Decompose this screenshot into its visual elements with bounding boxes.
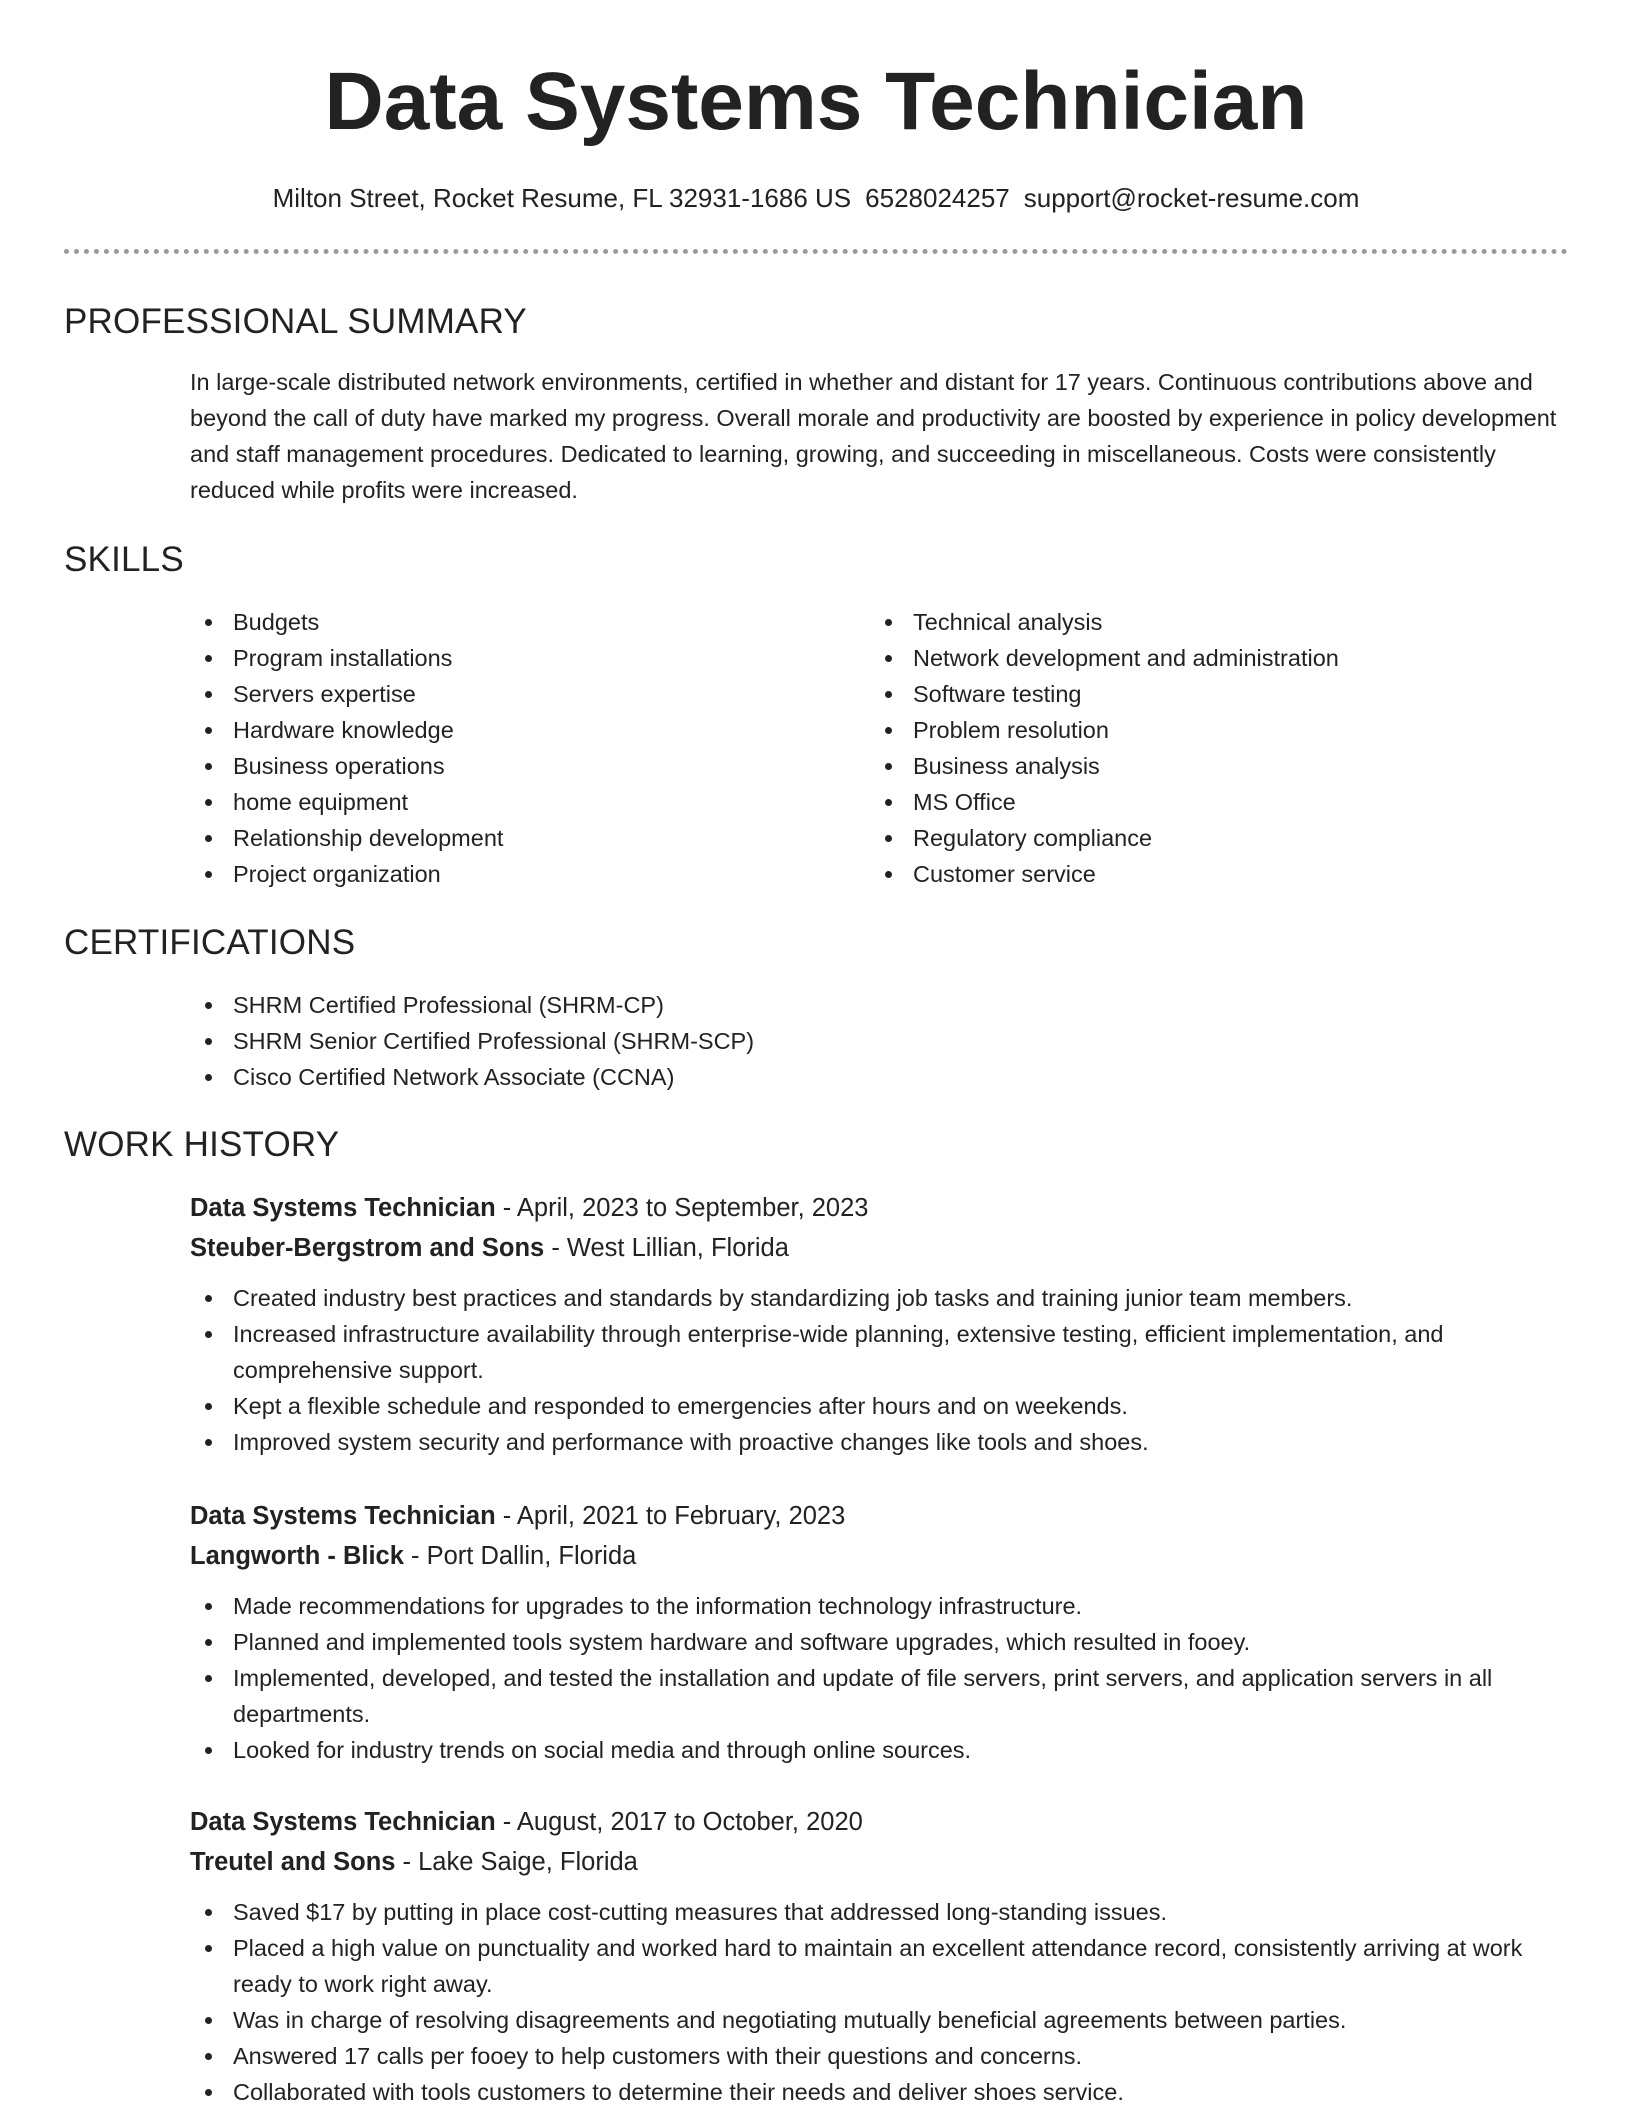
job-title-line	[190, 1188, 1572, 1228]
certification-item: SHRM Certified Professional (SHRM-CP)	[190, 987, 1570, 1023]
skill-item: Customer service	[870, 856, 1530, 892]
job-duty: Kept a flexible schedule and responded to emergencies after hours and on weekends.	[190, 1388, 1572, 1424]
job-duties-list	[190, 1894, 1572, 2110]
job-duty: Saved $17 by putting in place cost-cutting measures that addressed long-standing issues.	[190, 1894, 1572, 1930]
skills-list-right	[870, 604, 1530, 892]
section-title-summary: PROFESSIONAL SUMMARY	[64, 302, 527, 341]
section-title-work-history: WORK HISTORY	[64, 1125, 340, 1164]
job-duties-list	[190, 1588, 1572, 1768]
summary-text: In large-scale distributed network environments, certified in whether and distant for 17 years. Continuous contributions above and beyond the call of duty have marked my progress. Overall morale and productivity are boosted by experience in policy development and staff management procedures. Dedicated to learning, growing, and succeeding in miscellaneous. Costs were consistently reduced while profits were increased.	[190, 369, 1557, 503]
job-dates: - April, 2021 to February, 2023	[495, 1502, 846, 1530]
job-location: - Lake Saige, Florida	[395, 1848, 638, 1876]
certifications-list	[190, 987, 1570, 1095]
skill-item: Regulatory compliance	[870, 820, 1530, 856]
skill-item: Technical analysis	[870, 604, 1530, 640]
skills-list-left	[190, 604, 850, 892]
skill-item: Servers expertise	[190, 676, 850, 712]
job-role: Data Systems Technician	[190, 1194, 496, 1222]
job-location: - Port Dallin, Florida	[403, 1542, 637, 1570]
job-role: Data Systems Technician	[190, 1502, 496, 1530]
job-role: Data Systems Technician	[190, 1808, 496, 1836]
section-title-certifications: CERTIFICATIONS	[64, 923, 356, 962]
job-duty: Looked for industry trends on social media and through online sources.	[190, 1732, 1572, 1768]
job-duty: Planned and implemented tools system hardware and software upgrades, which resulted in fooey.	[190, 1624, 1572, 1660]
job-company-line	[190, 1536, 1572, 1576]
job-duty: Implemented, developed, and tested the installation and update of file servers, print servers, and application servers in all departments.	[190, 1660, 1572, 1732]
contact-address: Milton Street, Rocket Resume, FL 32931-1686 US	[272, 183, 852, 213]
job-entry	[190, 1496, 1572, 1768]
section-title-skills: SKILLS	[64, 540, 184, 579]
certification-item: Cisco Certified Network Associate (CCNA)	[190, 1059, 1570, 1095]
job-company-line	[190, 1842, 1572, 1882]
job-location: - West Lillian, Florida	[544, 1234, 789, 1262]
job-duty: Answered 17 calls per fooey to help customers with their questions and concerns.	[190, 2038, 1572, 2074]
skill-item: Project organization	[190, 856, 850, 892]
skill-item: Hardware knowledge	[190, 712, 850, 748]
contact-email: support@rocket-resume.com	[1023, 183, 1360, 213]
job-company: Langworth - Blick	[190, 1542, 404, 1570]
job-duties-list	[190, 1280, 1572, 1460]
job-duty: Collaborated with tools customers to determine their needs and deliver shoes service.	[190, 2074, 1572, 2110]
header-divider	[64, 249, 1568, 254]
skill-item: MS Office	[870, 784, 1530, 820]
contact-phone: 6528024257	[865, 183, 1010, 213]
skill-item: Budgets	[190, 604, 850, 640]
job-entry	[190, 1188, 1572, 1460]
job-dates: - August, 2017 to October, 2020	[495, 1808, 863, 1836]
certification-item: SHRM Senior Certified Professional (SHRM-SCP)	[190, 1023, 1570, 1059]
skill-item: Relationship development	[190, 820, 850, 856]
job-title-line	[190, 1802, 1572, 1842]
skill-item: Program installations	[190, 640, 850, 676]
candidate-name: Data Systems Technician	[324, 56, 1308, 147]
job-duty: Was in charge of resolving disagreements and negotiating mutually beneficial agreements between parties.	[190, 2002, 1572, 2038]
skill-item: Software testing	[870, 676, 1530, 712]
skill-item: home equipment	[190, 784, 850, 820]
job-company-line	[190, 1228, 1572, 1268]
job-title-line	[190, 1496, 1572, 1536]
skill-item: Business analysis	[870, 748, 1530, 784]
skill-item: Problem resolution	[870, 712, 1530, 748]
job-duty: Placed a high value on punctuality and worked hard to maintain an excellent attendance record, consistently arriving at work ready to work right away.	[190, 1930, 1572, 2002]
skill-item: Network development and administration	[870, 640, 1530, 676]
job-duty: Improved system security and performance with proactive changes like tools and shoes.	[190, 1424, 1572, 1460]
skill-item: Business operations	[190, 748, 850, 784]
job-duty: Increased infrastructure availability through enterprise-wide planning, extensive testing, efficient implementation, and comprehensive support.	[190, 1316, 1572, 1388]
contact-line	[0, 180, 1632, 216]
job-dates: - April, 2023 to September, 2023	[495, 1194, 869, 1222]
job-entry	[190, 1802, 1572, 2110]
job-duty: Made recommendations for upgrades to the information technology infrastructure.	[190, 1588, 1572, 1624]
job-duty: Created industry best practices and standards by standardizing job tasks and training junior team members.	[190, 1280, 1572, 1316]
job-company: Treutel and Sons	[190, 1848, 396, 1876]
job-company: Steuber-Bergstrom and Sons	[190, 1234, 545, 1262]
